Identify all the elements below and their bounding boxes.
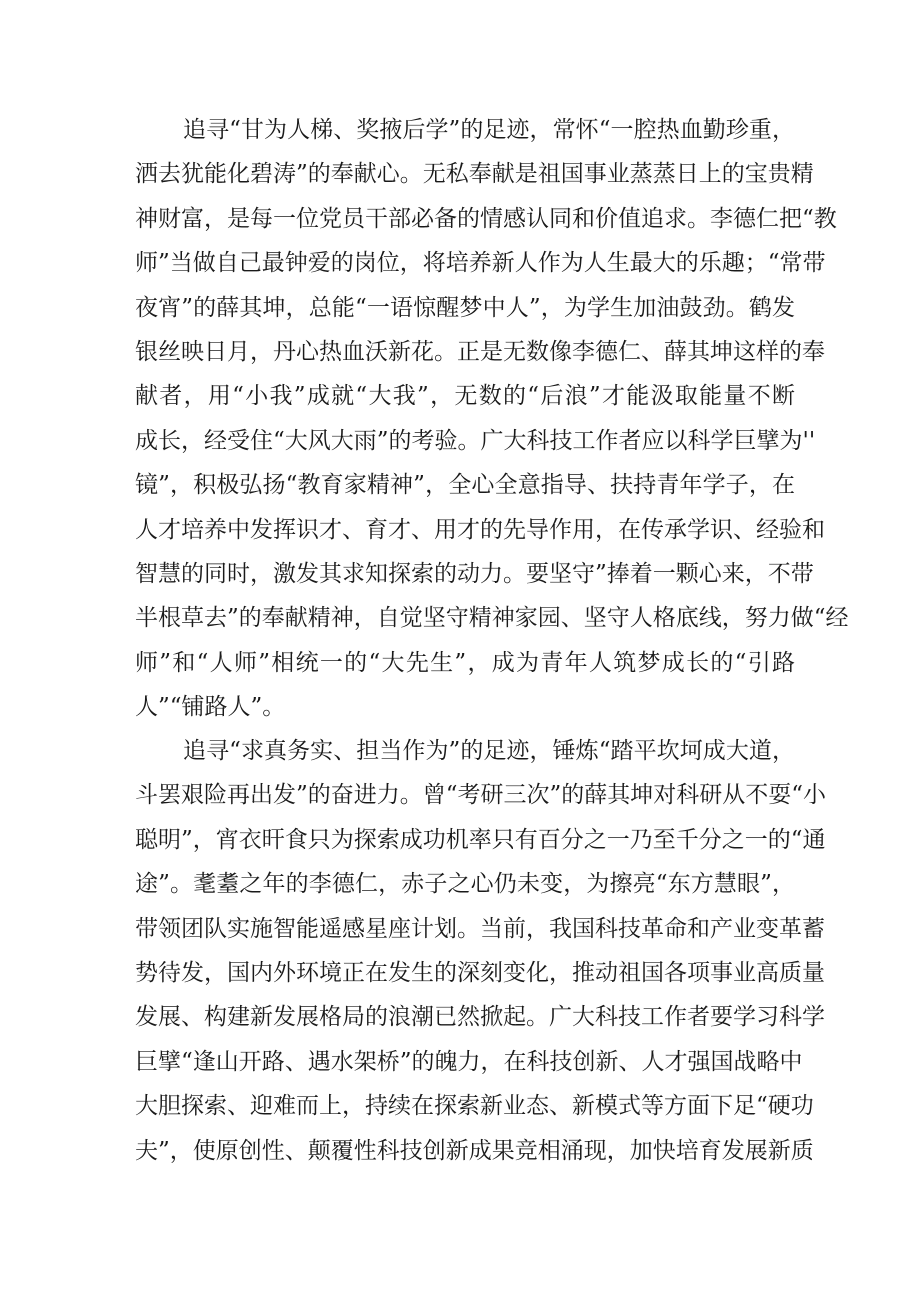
paragraph-line: 师”当做自己最钟爱的岗位，将培养新人作为人生最大的乐趣；“常带 [135,250,826,277]
paragraph-2 [135,729,827,1173]
paragraph-line: 洒去犹能化碧涛”的奉献心。无私奉献是祖国事业蒸蒸日上的宝贵精 [135,161,814,188]
paragraph-line: 献者，用“小我”成就“大我”，无数的“后浪”才能汲取能量不断 [135,383,795,410]
paragraph-line: 神财富，是每一位党员干部必备的情感认同和价值追求。李德仁把“教 [135,205,837,232]
paragraph-line: 银丝映日月，丹心热血沃新花。正是无数像李德仁、薛其坤这样的奉 [135,338,825,365]
paragraph-line: 发展、构建新发展格局的浪潮已然掀起。广大科技工作者要学习科学 [135,1004,825,1031]
paragraph-line: 巨擘“逢山开路、遇水架桥”的魄力，在科技创新、人才强国战略中 [135,1048,803,1075]
paragraph-line: 带领团队实施智能遥感星座计划。当前，我国科技革命和产业变革蓄 [135,915,825,942]
paragraph-line: 半根草去”的奉献精神，自觉坚守精神家园、坚守人格底线，努力做“经 [135,605,849,632]
paragraph-line: 大胆探索、迎难而上，持续在探索新业态、新模式等方面下足“硬功 [135,1093,814,1120]
paragraph-line: 斗罢艰险再出发”的奋进力。曾“考研三次”的薛其坤对科研从不耍“小 [135,782,827,809]
paragraph-line: 途”。耄耋之年的李德仁，赤子之心仍未变，为擦亮“东方慧眼”， [135,871,795,898]
paragraph-line: 人”“铺路人”。 [135,694,286,721]
paragraph-line: 追寻“求真务实、担当作为”的足迹，锤炼“踏平坎坷成大道， [183,738,795,764]
paragraph-line: 聪明”，宵衣旰食只为探索成功机率只有百分之一乃至千分之一的“通 [135,826,826,853]
paragraph-line: 成长，经受住“大风大雨”的考验。广大科技工作者应以科学巨擘为'' [135,427,816,454]
paragraph-1 [135,108,849,729]
paragraph-line: 人才培养中发挥识才、育才、用才的先导作用，在传承学识、经验和 [135,516,825,543]
paragraph-line: 夜宵”的薛其坤，总能“一语惊醒梦中人”，为学生加油鼓劲。鹤发 [135,294,795,321]
paragraph-line: 智慧的同时，激发其求知探索的动力。要坚守”捧着一颗心来，不带 [135,560,814,587]
paragraph-line: 师”和“人师”相统一的“大先生”，成为青年人筑梦成长的“引路 [135,649,795,676]
paragraph-line: 追寻“甘为人梯、奖掖后学”的足迹，常怀“一腔热血勤珍重， [183,117,795,143]
paragraph-line: 势待发，国内外环境正在发生的深刻变化，推动祖国各项事业高质量 [135,959,825,986]
paragraph-line: 夫”，使原创性、颠覆性科技创新成果竞相涌现，加快培育发展新质 [135,1137,814,1164]
paragraph-line: 镜”，积极弘扬“教育家精神”，全心全意指导、扶持青年学子，在 [135,472,795,499]
